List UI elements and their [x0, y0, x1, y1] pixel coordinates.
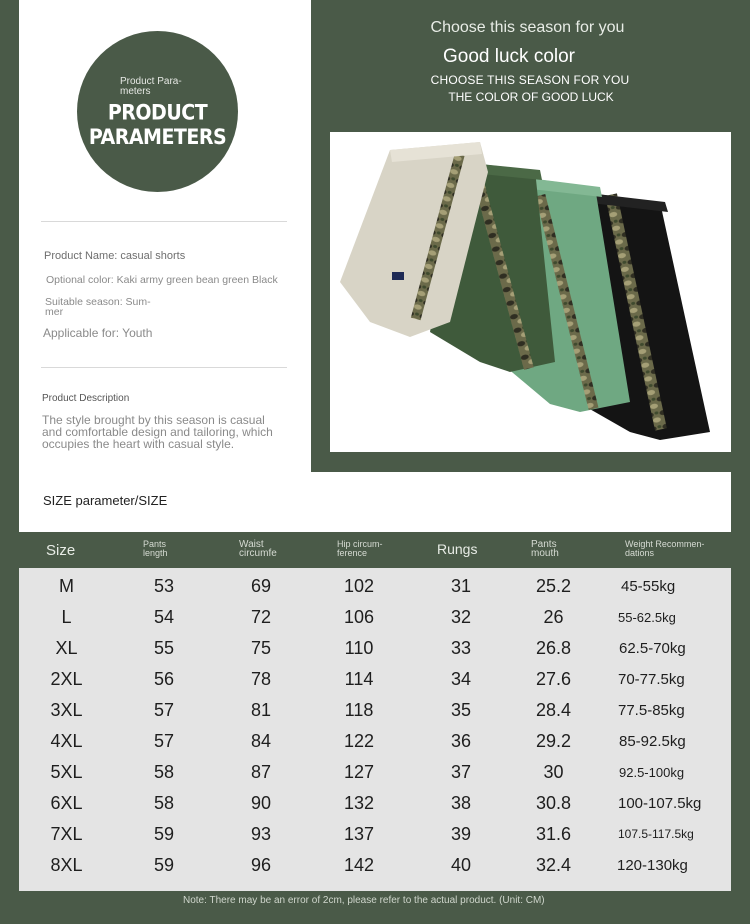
- cell-weight: 92.5-100kg: [619, 765, 685, 780]
- cell-size: 2XL: [50, 669, 83, 689]
- cell-hip: 110: [344, 638, 374, 658]
- cell-hip: 127: [343, 762, 375, 782]
- cell-length: 57: [153, 731, 175, 751]
- cell-weight: 70-77.5kg: [618, 671, 685, 688]
- table-row: [19, 757, 731, 788]
- cell-size: 8XL: [50, 855, 83, 875]
- tagline-good-luck: Good luck color: [443, 46, 576, 67]
- shorts-illustration: [330, 132, 731, 452]
- table-row: [19, 850, 731, 881]
- suitable-season: [45, 297, 151, 317]
- description-text: The style brought by this season is casual and comfortable design and tailoring, which occupies the heart with casual style.: [42, 413, 273, 451]
- tagline-good-luck-caps: THE COLOR OF GOOD LUCK: [448, 90, 614, 104]
- header-pants-mouth: Pants mouth: [531, 539, 559, 559]
- cell-rungs: 37: [450, 762, 472, 782]
- cell-length: 53: [153, 576, 175, 596]
- cell-waist: 69: [250, 576, 272, 596]
- cell-size: 7XL: [50, 824, 83, 844]
- cell-waist: 93: [250, 824, 272, 844]
- cell-length: 58: [153, 793, 175, 813]
- cell-rungs: 39: [450, 824, 472, 844]
- table-row: [19, 602, 731, 633]
- cell-waist: 81: [250, 700, 272, 720]
- cell-waist: 72: [250, 607, 272, 627]
- cell-size: L: [61, 607, 72, 627]
- tagline-choose-season-caps: CHOOSE THIS SEASON FOR YOU: [430, 73, 630, 87]
- badge-title: [77, 100, 238, 149]
- cell-rungs: 31: [450, 576, 472, 596]
- cell-size: 6XL: [50, 793, 83, 813]
- cell-hip: 122: [343, 731, 375, 751]
- cell-mouth: 25.2: [535, 576, 572, 596]
- cell-rungs: 40: [450, 855, 472, 875]
- product-name: Product Name: casual shorts: [44, 250, 186, 262]
- header-rungs: Rungs: [437, 541, 478, 557]
- cell-rungs: 32: [450, 607, 472, 627]
- cell-rungs: 38: [450, 793, 472, 813]
- table-row: [19, 726, 731, 757]
- cell-rungs: 36: [450, 731, 472, 751]
- table-row: [19, 633, 731, 664]
- cell-weight: 120-130kg: [617, 857, 688, 874]
- applicable-for: Applicable for: Youth: [43, 326, 153, 340]
- cell-mouth: 29.2: [535, 731, 572, 751]
- cell-waist: 84: [250, 731, 272, 751]
- cell-length: 57: [153, 700, 175, 720]
- size-section-title: SIZE parameter/SIZE: [43, 493, 168, 508]
- cell-mouth: 27.6: [535, 669, 572, 689]
- badge-small-text: Product Para- meters: [120, 76, 182, 97]
- cell-waist: 96: [250, 855, 272, 875]
- product-photo: [330, 132, 731, 452]
- cell-waist: 87: [250, 762, 272, 782]
- cell-weight: 100-107.5kg: [618, 795, 702, 812]
- description-title: Product Description: [42, 393, 130, 404]
- cell-length: 54: [153, 607, 175, 627]
- cell-size: XL: [55, 638, 78, 658]
- cell-mouth: 30: [543, 762, 564, 782]
- divider: [41, 367, 287, 368]
- cell-hip: 142: [343, 855, 375, 875]
- header-waist: Waist circumfe: [239, 539, 277, 559]
- cell-size: M: [59, 576, 74, 596]
- cell-weight: 77.5-85kg: [618, 702, 685, 719]
- cell-weight: 55-62.5kg: [618, 610, 676, 625]
- badge-title-line2: PARAMETERS: [88, 125, 227, 150]
- cell-hip: 106: [343, 607, 375, 627]
- suitable-season-line2: mer: [45, 306, 64, 318]
- cell-mouth: 26: [543, 607, 564, 627]
- cell-mouth: 32.4: [535, 855, 572, 875]
- suitable-season-line1: Suitable season: Sum-: [45, 296, 151, 308]
- cell-rungs: 34: [450, 669, 472, 689]
- tagline-choose-season: Choose this season for you: [430, 19, 625, 36]
- cell-rungs: 33: [450, 638, 472, 658]
- header-pants-length: Pants length: [143, 539, 168, 558]
- product-parameters-panel: [19, 0, 311, 472]
- cell-hip: 118: [344, 700, 374, 720]
- cell-length: 56: [153, 669, 175, 689]
- cell-size: 5XL: [50, 762, 83, 782]
- product-parameters-badge: [77, 31, 238, 192]
- cell-waist: 75: [250, 638, 272, 658]
- cell-mouth: 28.4: [535, 700, 572, 720]
- size-table-body: [19, 568, 731, 891]
- divider: [41, 221, 287, 222]
- table-row: [19, 695, 731, 726]
- cell-weight: 107.5-117.5kg: [618, 827, 694, 841]
- cell-hip: 114: [344, 669, 374, 689]
- cell-hip: 137: [343, 824, 375, 844]
- cell-length: 58: [153, 762, 175, 782]
- table-row: [19, 571, 731, 602]
- badge-title-line1: PRODUCT: [107, 100, 208, 125]
- table-row: [19, 664, 731, 695]
- cell-size: 3XL: [50, 700, 83, 720]
- cell-rungs: 35: [450, 700, 472, 720]
- size-error-note: Note: There may be an error of 2cm, please refer to the actual product. (Unit: CM): [183, 895, 545, 906]
- table-row: [19, 819, 731, 850]
- cell-hip: 132: [343, 793, 375, 813]
- optional-color: Optional color: Kaki army green bean green Black: [46, 274, 278, 286]
- cell-mouth: 31.6: [535, 824, 572, 844]
- cell-hip: 102: [343, 576, 375, 596]
- cell-waist: 78: [250, 669, 272, 689]
- cell-mouth: 30.8: [535, 793, 572, 813]
- table-row: [19, 788, 731, 819]
- cell-size: 4XL: [50, 731, 83, 751]
- header-size: Size: [46, 542, 76, 559]
- cell-weight: 62.5-70kg: [619, 640, 686, 657]
- size-title-bar: [19, 472, 731, 532]
- cell-length: 59: [153, 824, 175, 844]
- cell-length: 59: [153, 855, 175, 875]
- cell-weight: 45-55kg: [621, 578, 676, 595]
- cell-mouth: 26.8: [535, 638, 572, 658]
- size-table-header: [19, 532, 731, 568]
- header-hip: Hip circum- ference: [337, 539, 383, 558]
- cell-length: 55: [153, 638, 175, 658]
- cell-waist: 90: [250, 793, 272, 813]
- header-weight: Weight Recommen- dations: [625, 539, 705, 558]
- cell-weight: 85-92.5kg: [619, 733, 686, 750]
